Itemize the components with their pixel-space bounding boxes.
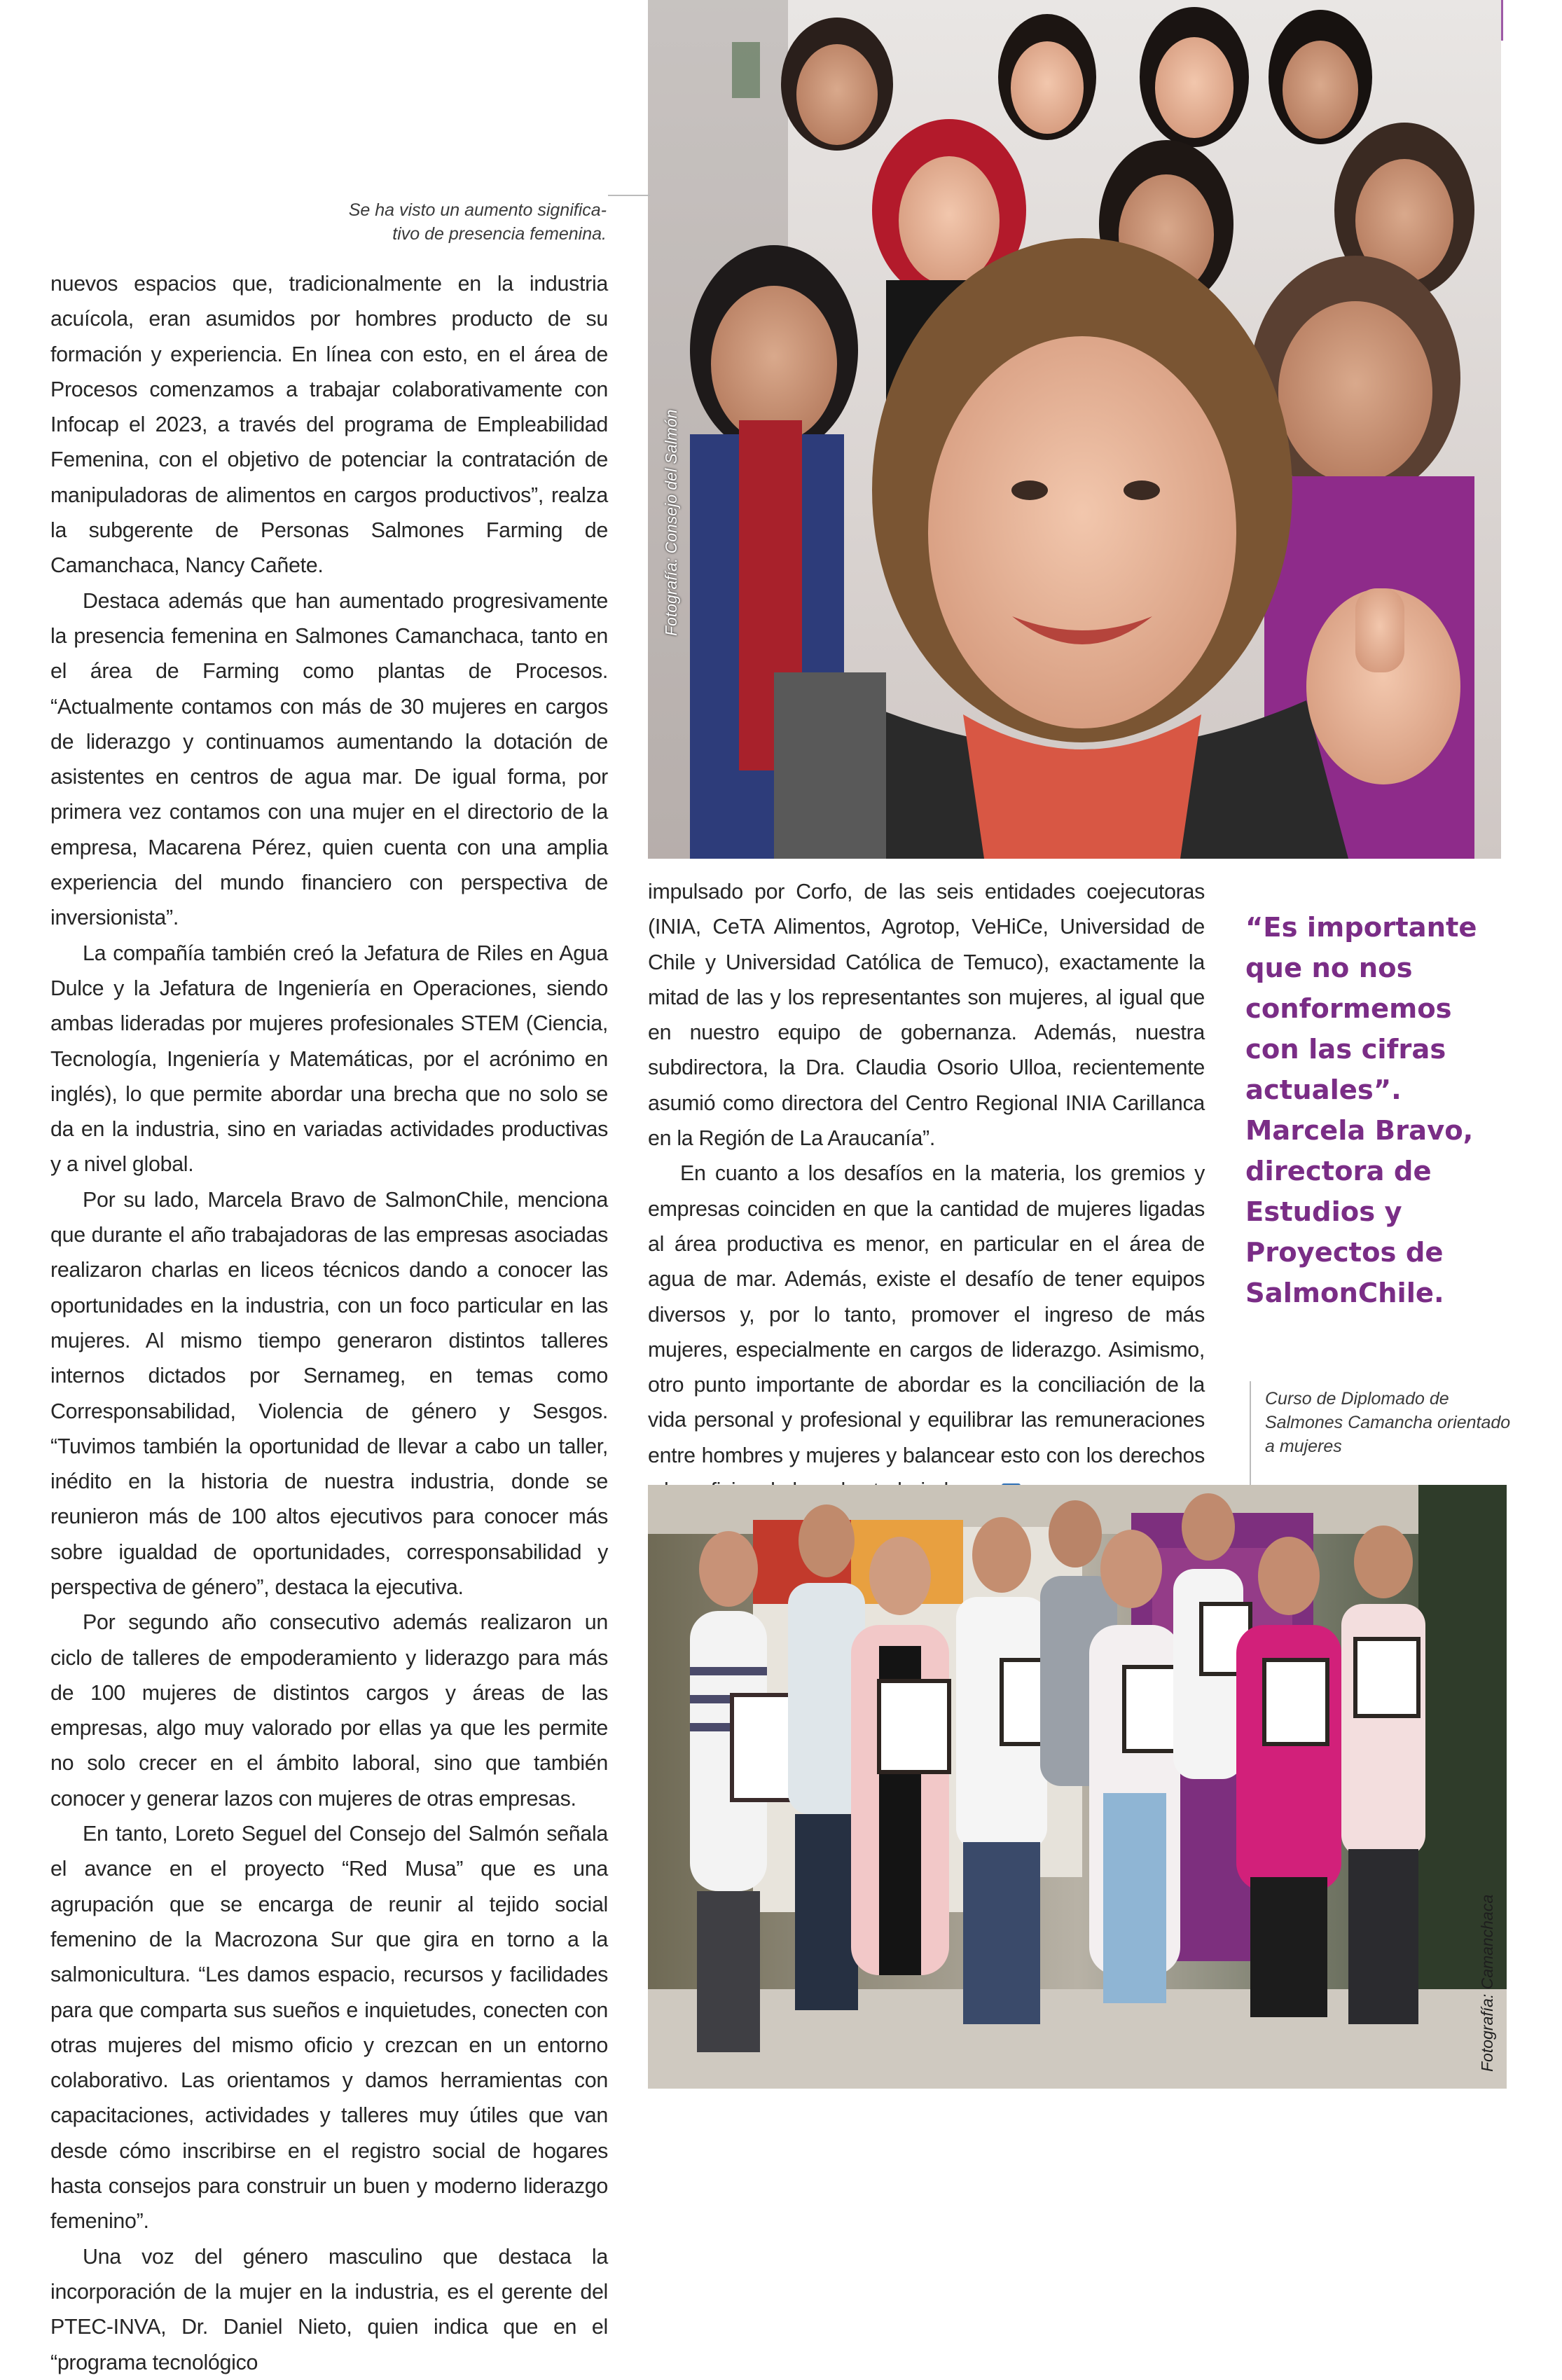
paragraph-last — [648, 1156, 1205, 1508]
pull-quote-line: SalmonChile. — [1245, 1278, 1444, 1309]
pull-quote-line: “Es importante — [1245, 912, 1477, 943]
pull-quote-line: Proyectos de — [1245, 1237, 1444, 1268]
caption-diplomado — [1265, 1387, 1531, 1458]
pull-quote-line: que no nos — [1245, 953, 1413, 984]
paragraph: La compañía también creó la Jefatura de Riles en Agua Dulce y la Jefatura de Ingeniería en Operaciones, siendo ambas lideradas por mujeres profesionales STEM (Ciencia, Tecnología, Ingeniería y Matemáticas, por el acrónimo en inglés), lo que permite abordar una brecha que no solo se da en la industria, sino en variadas actividades productivas y a nivel global. — [50, 941, 608, 1177]
paragraph: Por su lado, Marcela Bravo de SalmonChile, menciona que durante el año trabajadoras de las empresas asociadas realizaron charlas en liceos técnicos dando a conocer las oportunidades en la industria, con un foco particular en las mujeres. Al mismo tiempo generaron distintos talleres internos dictados por Sernameg, en temas como Corresponsabilidad, Violencia de género y Sesgos. “Tuvimos también la oportunidad de llevar a cabo un taller, inédito en la historia de nuestra industria, donde se reunieron más de 100 altos ejecutivos para conocer más sobre igualdad de oportunidades, corresponsabilidad y perspectiva de género”, destaca la ejecutiva. — [50, 1187, 608, 1599]
article-left-column — [50, 266, 608, 2380]
caption-women-presence — [301, 198, 607, 246]
paragraph: Por segundo año consecutivo además realizaron un ciclo de talleres de empoderamiento y liderazgo para más de 100 mujeres de distintos cargos y áreas de las empresas, algo muy valorado por ellas ya que les permite no solo crecer en el ámbito laboral, sino que también conocer y generar lazos con mujeres de otras empresas. — [50, 1610, 608, 1811]
caption-rule — [608, 195, 650, 196]
caption-rule — [1250, 1381, 1251, 1485]
selfie-group-photo — [648, 0, 1501, 859]
caption-line: a mujeres — [1265, 1437, 1342, 1456]
paragraph: Una voz del género masculino que destaca la incorporación de la mujer en la industria, es el gerente del PTEC-INVA, Dr. Daniel Nieto, quien indica que en el “programa tecnológico — [50, 2244, 608, 2374]
pull-quote — [1245, 908, 1540, 1314]
caption-line: Se ha visto un aumento significa- — [348, 200, 607, 220]
paragraph: En tanto, Loreto Seguel del Consejo del Salmón señala el avance en el proyecto “Red Musa” que es una agrupación que se encarga de reunir al tejido social femenino de la Macrozona Sur que gira en torno a la salmonicultura. “Les damos espacio, recursos y facilidades para que comparta sus sueños e inquietudes, conecten con otras mujeres del mismo oficio y crezcan en un entorno colaborativo. Las orientamos y damos herramientas con capacitaciones, actividades y talleres muy útiles que van desde cómo inscribirse en el registro social de hogares hasta consejos para construir un buen y moderno liderazgo femenino”. — [50, 1822, 608, 2234]
paragraph: impulsado por Corfo, de las seis entidades coejecutoras (INIA, CeTA Alimentos, Agrotop, VeHiCe, Universidad de Chile y Universidad Católica de Temuco), exactamente la mitad de las y los representantes son mujeres, al igual que en nuestro equipo de gobernanza. Además, nuestra subdirectora, la Dra. Claudia Osorio Ulloa, recientemente asumió como directora del Centro Regional INIA Carillanca en la Región de La Araucanía”. — [648, 880, 1205, 1151]
caption-line: tivo de presencia femenina. — [392, 224, 607, 244]
pull-quote-line: actuales”. — [1245, 1074, 1402, 1106]
photo-credit-selfie: Fotografía: Consejo del Salmón — [662, 409, 680, 636]
paragraph-text: En cuanto a los desafíos en la materia, los gremios y empresas coinciden en que la cantidad de mujeres ligadas al área productiva es menor, en particular en el área de agua de mar. Además, existe el desafío de tener equipos diversos y, por lo tanto, promover el ingreso de más mujeres, especialmente en cargos de liderazgo. Asimismo, otro punto importante de abordar es la conciliación de la vida personal y profesional y equilibrar las remuneraciones entre hombres y mujeres y balancear esto con los derechos — [648, 1161, 1205, 1467]
diploma-group-photo — [648, 1485, 1507, 2089]
caption-line: Curso de Diplomado de — [1265, 1389, 1449, 1409]
pull-quote-line: conformemos — [1245, 993, 1452, 1025]
pull-quote-line: Marcela Bravo, — [1245, 1115, 1474, 1147]
photo-credit-diploma: Fotografía: Camanchaca — [1478, 1894, 1496, 2072]
paragraph: Destaca además que han aumentado progresivamente la presencia femenina en Salmones Camanchaca, tanto en el área de Farming como plantas de Procesos. “Actualmente contamos con más de 30 mujeres en cargos de liderazgo y continuamos aumentando la dotación de asistentes en centros de agua mar. De igual forma, por primera vez contamos con una mujer en el directorio de la empresa, Macarena Pérez, quien cuenta con una amplia experiencia del mundo financiero con perspectiva de inversionista”. — [50, 588, 608, 930]
caption-line: Salmones Camancha orientado — [1265, 1413, 1511, 1432]
pull-quote-line: con las cifras — [1245, 1034, 1446, 1065]
article-middle-column — [648, 874, 1205, 1508]
pull-quote-line: directora de — [1245, 1156, 1432, 1187]
paragraph: nuevos espacios que, tradicionalmente en la industria acuícola, eran asumidos por hombres producto de su formación y experiencia. En línea con esto, en el área de Procesos comenzamos a trabajar colaborativamente con Infocap el 2023, a través del programa de Empleabilidad Femenina, con el objetivo de potenciar la contratación de manipuladoras de alimentos en cargos productivos”, realza la subgerente de Personas Salmones Farming de Camanchaca, Nancy Cañete. — [50, 272, 608, 578]
pull-quote-line: Estudios y — [1245, 1196, 1402, 1228]
